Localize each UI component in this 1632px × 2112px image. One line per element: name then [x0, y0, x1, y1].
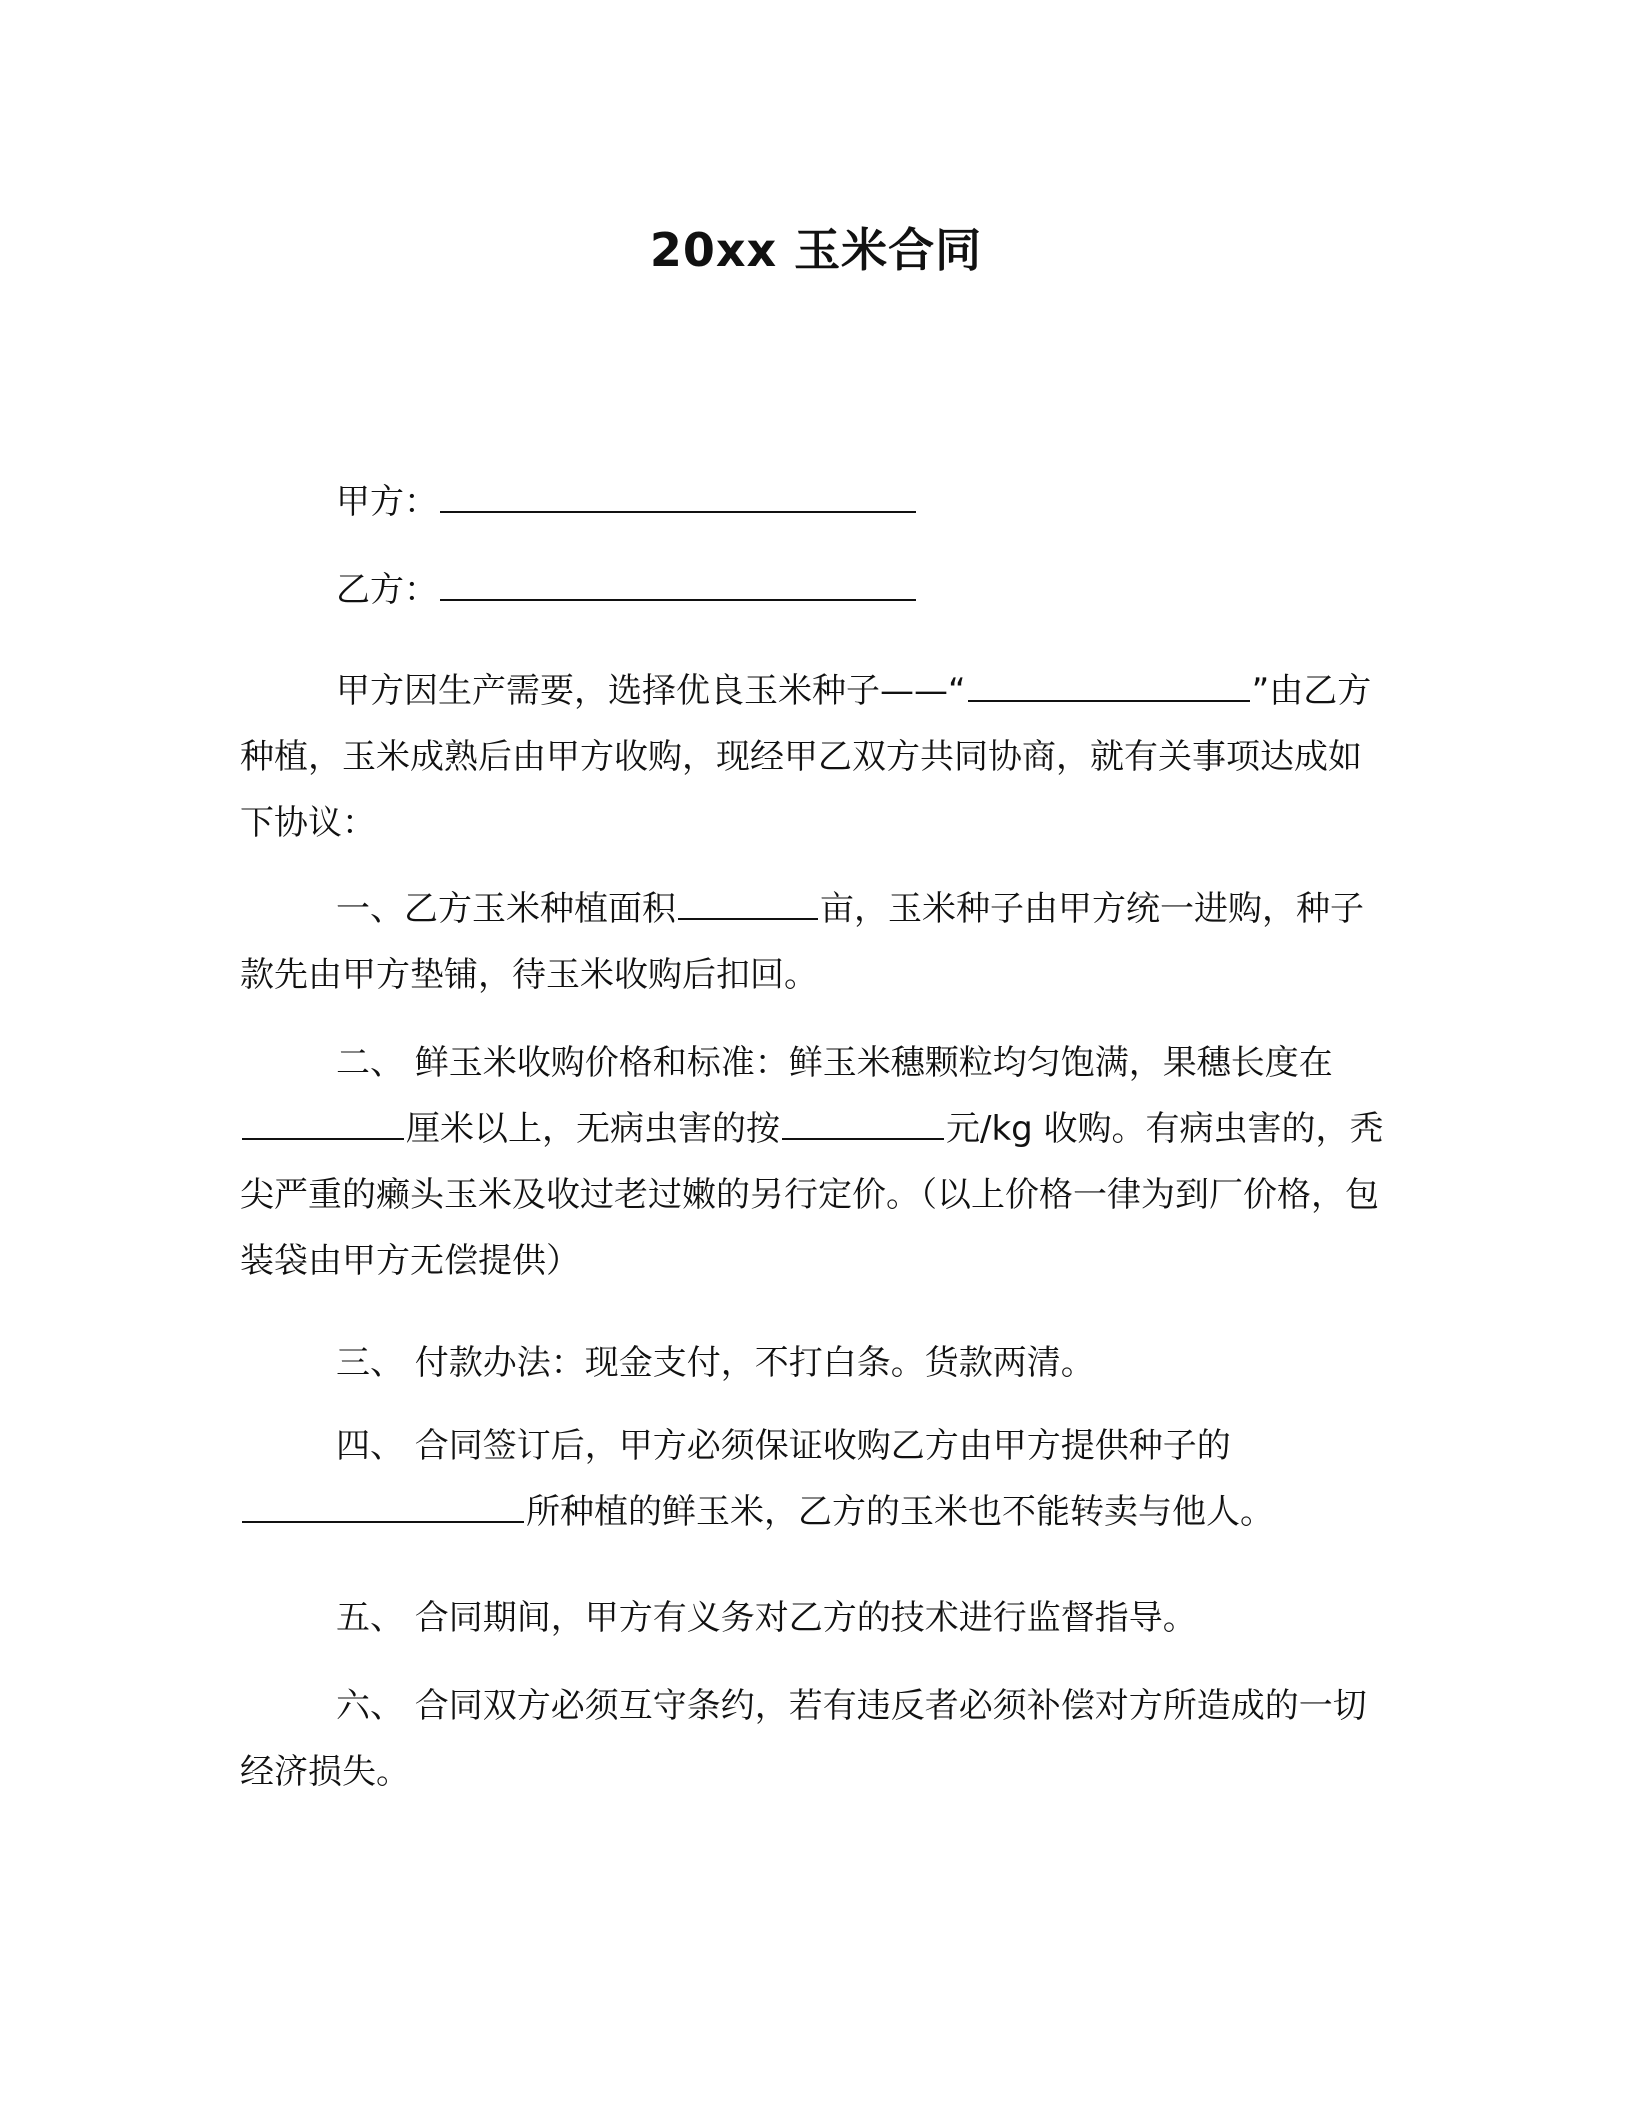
clause-2-text-1: 二、 鲜玉米收购价格和标准：鲜玉米穗颗粒均匀饱满，果穗长度在 — [336, 1043, 1333, 1083]
intro-paragraph — [240, 658, 1392, 856]
clause-3: 三、 付款办法：现金支付，不打白条。货款两清。 — [336, 1343, 1095, 1383]
party-a-line — [336, 475, 918, 527]
party-a-blank[interactable] — [440, 475, 916, 513]
clause-4 — [240, 1413, 1392, 1545]
clause-1-text-1: 一、乙方玉米种植面积 — [336, 889, 676, 929]
document-title: 20xx 玉米合同 — [649, 223, 983, 277]
clause-2-text-3: 元/kg 收购。有病虫害的，秃尖严重的癞头玉米及收过老过嫩的另行定价。（以上价格一律为到厂价格，包装袋由甲方无偿提供） — [240, 1109, 1384, 1281]
party-b-blank[interactable] — [440, 563, 916, 601]
price-blank[interactable] — [782, 1102, 944, 1140]
seed-source-blank[interactable] — [242, 1485, 524, 1523]
length-blank[interactable] — [242, 1102, 404, 1140]
clause-5: 五、 合同期间，甲方有义务对乙方的技术进行监督指导。 — [336, 1598, 1197, 1638]
intro-text-1: 甲方因生产需要，选择优良玉米种子——“ — [336, 671, 966, 711]
clause-6: 六、 合同双方必须互守条约，若有违反者必须补偿对方所造成的一切经济损失。 — [240, 1686, 1367, 1792]
clause-1 — [240, 876, 1392, 1008]
clause-1-text-2: 亩，玉米种子由甲方统一进购，种子款先由甲方垫铺，待玉米收购后扣回。 — [240, 889, 1364, 995]
seed-variety-blank[interactable] — [968, 664, 1250, 702]
party-a-label: 甲方： — [336, 482, 438, 522]
clause-2-text-2: 厘米以上，无病虫害的按 — [406, 1109, 780, 1149]
clause-2 — [240, 1030, 1392, 1294]
clause-4-text-1: 四、 合同签订后，甲方必须保证收购乙方由甲方提供种子的 — [336, 1426, 1231, 1466]
clause-4-text-2: 所种植的鲜玉米，乙方的玉米也不能转卖与他人。 — [526, 1492, 1274, 1532]
party-b-line — [336, 563, 918, 615]
party-b-label: 乙方： — [336, 570, 438, 610]
area-blank[interactable] — [678, 882, 818, 920]
intro-text-2: ”由乙方种植，玉米成熟后由甲方收购，现经甲乙双方共同协商，就有关事项达成如下协议： — [240, 671, 1372, 843]
